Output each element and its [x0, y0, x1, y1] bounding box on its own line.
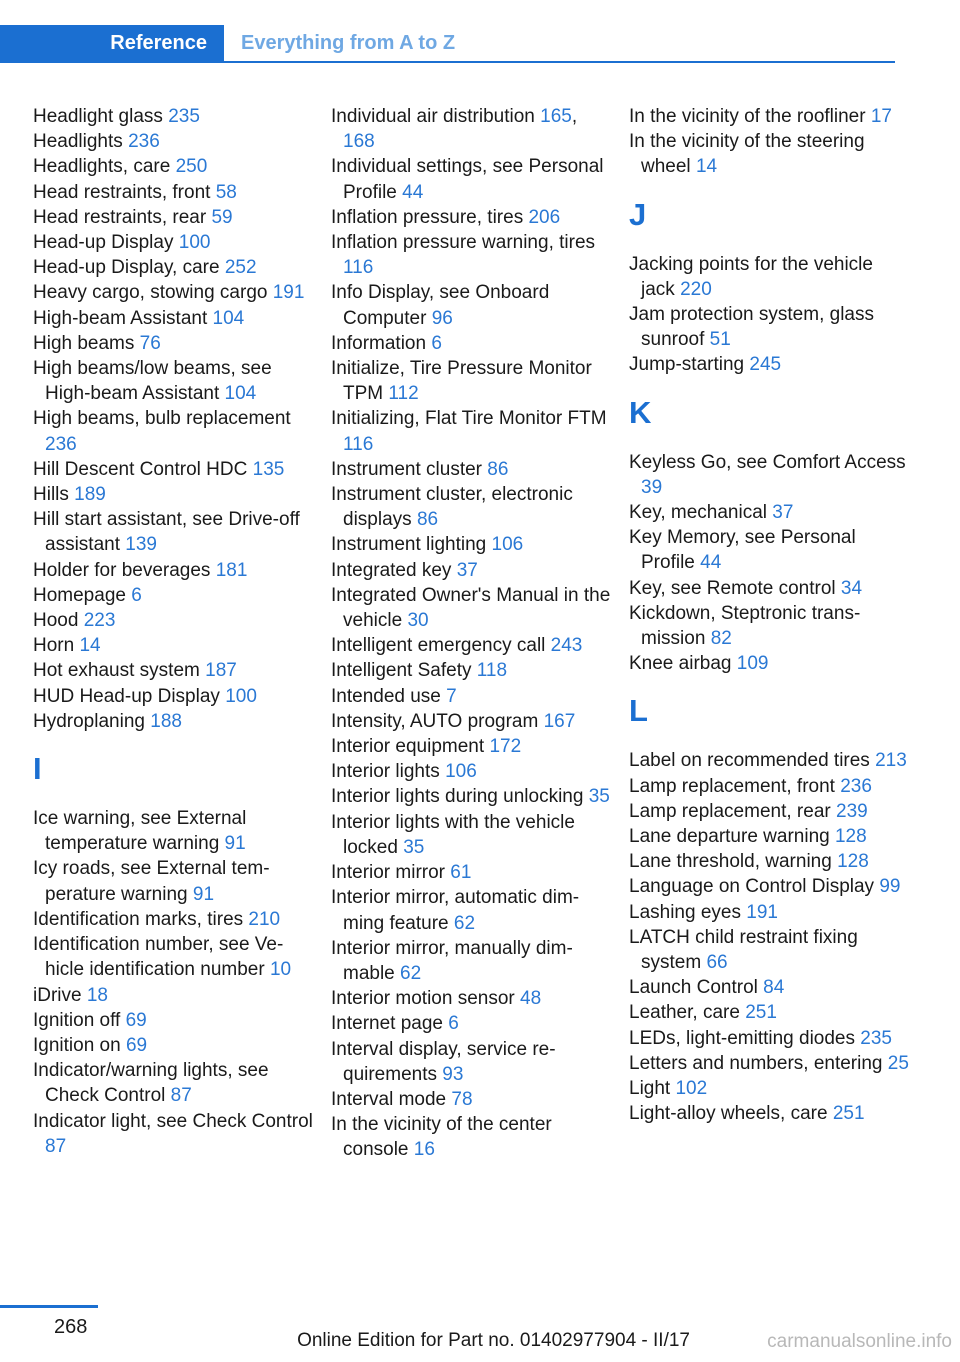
index-term: Info Display, see Onboard Computer: [331, 282, 550, 329]
page-link[interactable]: 245: [749, 354, 782, 376]
page-link[interactable]: 30: [407, 610, 429, 632]
index-term: High beams/low beams, see High-beam Assistant: [33, 358, 272, 405]
page-link[interactable]: 250: [175, 156, 208, 178]
index-entry: [33, 280, 313, 305]
page-link[interactable]: 25: [887, 1052, 909, 1074]
index-entry: [331, 558, 611, 583]
page-link[interactable]: 10: [269, 959, 292, 981]
index-term: Label on recommended tires: [629, 750, 870, 772]
index-entry: [33, 608, 313, 633]
page-link[interactable]: 100: [225, 685, 257, 707]
index-term: Hills: [33, 484, 69, 506]
page-link[interactable]: 236: [128, 131, 160, 153]
index-entry: [33, 709, 313, 734]
page-link[interactable]: 252: [224, 257, 257, 279]
page-link[interactable]: 100: [178, 232, 211, 254]
index-entry: [33, 180, 313, 205]
page-number: 268: [54, 1316, 88, 1338]
index-entry: [331, 936, 611, 986]
page-link[interactable]: 62: [453, 912, 476, 934]
index-entry: [629, 252, 909, 302]
index-term: Information: [331, 332, 427, 354]
page-link[interactable]: 87: [170, 1085, 192, 1107]
index-term: Instrument cluster: [331, 458, 482, 480]
index-entry: [33, 1008, 313, 1033]
index-entry: [331, 810, 611, 860]
page-link[interactable]: 128: [834, 826, 867, 848]
index-entry: [331, 1037, 611, 1087]
index-entry: Individual air distribution 165, 168: [331, 106, 578, 153]
index-term: Jam protection system, glass sunroof: [629, 304, 874, 351]
page-link[interactable]: 243: [550, 635, 583, 657]
index-term: Language on Control Display: [629, 876, 875, 898]
page-link[interactable]: 189: [74, 484, 106, 506]
index-term: In the vicinity of the roofliner: [629, 106, 866, 127]
index-term: Interval display, service requirements: [331, 1038, 556, 1085]
index-entry: [629, 900, 909, 925]
index-term: Indicator/warning lights, see Check Control: [33, 1060, 269, 1107]
page-link[interactable]: 213: [875, 750, 907, 772]
index-term: Headlight glass: [33, 106, 163, 127]
page-link[interactable]: 135: [252, 458, 285, 480]
page-link[interactable]: 167: [543, 710, 576, 732]
index-term: HUD Head-up Display: [33, 685, 220, 707]
page-link[interactable]: 78: [451, 1088, 473, 1110]
index-term: Leather, care: [629, 1002, 740, 1024]
index-term: Key, mechanical: [629, 502, 767, 524]
index-entry: [33, 507, 313, 557]
page-link[interactable]: 35: [403, 836, 425, 858]
page-link[interactable]: 17: [870, 106, 892, 127]
index-entry: [331, 406, 611, 456]
index-entry: [331, 331, 611, 356]
section-letter: I: [33, 751, 42, 787]
page-link[interactable]: 16: [413, 1139, 435, 1161]
index-term: Letters and numbers, entering: [629, 1052, 883, 1074]
index-entry: [331, 633, 611, 658]
page-link[interactable]: 109: [736, 653, 769, 675]
index-term: Internet page: [331, 1013, 443, 1035]
page-link[interactable]: 66: [706, 952, 728, 974]
index-term: Head restraints, rear: [33, 206, 207, 228]
section-header: [0, 25, 895, 63]
index-entry: [629, 824, 909, 849]
page-link[interactable]: 35: [588, 786, 610, 808]
page-link[interactable]: 7: [446, 685, 457, 707]
section-letter: J: [629, 196, 647, 232]
index-term: Identification number, see Vehicle identification number: [33, 934, 284, 981]
page-link[interactable]: 51: [709, 329, 731, 351]
index-entry: [33, 1033, 313, 1058]
index-entry: [331, 1011, 611, 1036]
index-term: Headlights: [33, 131, 123, 153]
page-link[interactable]: 93: [442, 1063, 464, 1085]
index-term: Initialize, Tire Pressure Monitor TPM: [331, 358, 592, 405]
page-link[interactable]: 187: [205, 660, 237, 682]
index-entry: [629, 774, 909, 799]
index-entry: [331, 457, 611, 482]
index-term: Ice warning, see External temperature warning: [33, 808, 247, 855]
index-term: Interior lights: [331, 761, 440, 783]
page-link[interactable]: 236: [45, 433, 77, 455]
tab-reference[interactable]: Reference: [0, 25, 224, 61]
page-link[interactable]: 14: [695, 156, 718, 178]
page-link[interactable]: 223: [83, 610, 116, 632]
index-term: Interior lights with the vehicle locked: [331, 811, 575, 858]
edition-note: Online Edition for Part no. 01402977904 - II/17: [297, 1330, 690, 1351]
page-link[interactable]: 191: [746, 901, 778, 923]
page-link[interactable]: 206: [528, 206, 561, 228]
index-term: Hill Descent Control HDC: [33, 458, 248, 480]
index-term: Intelligent emergency call: [331, 635, 546, 657]
page-link[interactable]: 116: [343, 433, 374, 455]
index-term: Light-alloy wheels, care: [629, 1103, 828, 1125]
index-term: Instrument lighting: [331, 534, 487, 556]
section-letter: K: [629, 394, 652, 430]
index-entry: [33, 255, 313, 280]
index-entry: [331, 759, 611, 784]
index-entry: [629, 450, 909, 500]
index-entry: [629, 1026, 909, 1051]
index-entry: [33, 331, 313, 356]
index-entry: [629, 1051, 909, 1076]
index-entry: [33, 633, 313, 658]
page-link[interactable]: 91: [224, 833, 246, 855]
index-term: Individual air distribution: [331, 106, 535, 127]
index-entry: [33, 406, 313, 456]
index-term: Interior motion sensor: [331, 988, 515, 1010]
index-entry: [629, 975, 909, 1000]
page-link[interactable]: 106: [491, 534, 524, 556]
index-term: Heavy cargo, stowing cargo: [33, 282, 268, 304]
page-link[interactable]: 39: [641, 476, 663, 498]
page-link[interactable]: 104: [224, 383, 257, 405]
index-entry: [331, 1112, 611, 1162]
index-entry: [33, 457, 313, 482]
index-term: Kickdown, Steptronic transmission: [629, 602, 861, 650]
index-entry: [331, 784, 611, 809]
index-entry: [33, 306, 313, 331]
index-term: Inflation pressure, tires: [331, 206, 524, 228]
page-link[interactable]: 251: [745, 1002, 777, 1024]
index-entry: [331, 658, 611, 683]
page-link[interactable]: 168: [343, 131, 375, 153]
page-link[interactable]: 69: [125, 1009, 147, 1031]
page-link[interactable]: 86: [487, 458, 509, 480]
index-term: Hood: [33, 610, 79, 632]
index-term: Launch Control: [629, 977, 758, 999]
page-link[interactable]: 181: [215, 559, 248, 581]
index-entry: [33, 230, 313, 255]
index-term: In the vicinity of the steering wheel: [629, 131, 865, 178]
index-entry: [33, 356, 313, 406]
index-entry: [629, 525, 909, 575]
index-entry: [33, 205, 313, 230]
index-term: Initializing, Flat Tire Monitor FTM: [331, 408, 607, 430]
page-link[interactable]: 82: [710, 628, 732, 650]
index-entry: [629, 302, 909, 352]
index-column-2: [331, 104, 611, 1163]
index-term: Intended use: [331, 685, 441, 707]
index-entry: [331, 709, 611, 734]
index-entry: [33, 806, 313, 856]
index-entry: [331, 532, 611, 557]
page-link[interactable]: 235: [168, 106, 200, 127]
index-entry: [331, 860, 611, 885]
page-link[interactable]: 6: [448, 1013, 459, 1035]
index-entry: [629, 601, 909, 651]
index-entry: [629, 1076, 909, 1101]
page-link[interactable]: 251: [832, 1103, 865, 1125]
index-entry: [33, 558, 313, 583]
index-entry: [629, 651, 909, 676]
index-entry: [33, 1109, 313, 1159]
page-link[interactable]: 62: [400, 962, 422, 984]
index-term: Hydroplaning: [33, 710, 145, 732]
page-link[interactable]: 6: [431, 332, 442, 354]
page-link[interactable]: 220: [680, 278, 712, 300]
index-entry: [629, 576, 909, 601]
index-term: Interior mirror: [331, 862, 446, 884]
index-term: Head restraints, front: [33, 181, 211, 203]
index-term: Lamp replacement, front: [629, 775, 835, 797]
index-entry: [331, 356, 611, 406]
index-term: Jacking points for the vehicle jack: [629, 253, 873, 300]
page-link[interactable]: 106: [445, 761, 477, 783]
page-link[interactable]: 14: [79, 635, 101, 657]
section-letter: L: [629, 693, 648, 729]
index-entry: [629, 104, 909, 129]
index-entry: [629, 849, 909, 874]
page-link[interactable]: 210: [248, 908, 281, 930]
index-entry: [629, 129, 909, 179]
index-term: iDrive: [33, 984, 82, 1006]
index-entry: [629, 925, 909, 975]
index-entry: [331, 205, 611, 230]
index-term: Intensity, AUTO program: [331, 710, 539, 732]
index-entry: [331, 583, 611, 633]
index-term: Interval mode: [331, 1088, 447, 1110]
page-link[interactable]: 239: [836, 800, 868, 822]
page-link[interactable]: 37: [772, 502, 794, 524]
page-link[interactable]: 235: [860, 1027, 892, 1049]
index-term: Integrated key: [331, 559, 452, 581]
index-term: Individual settings, see Personal Profile: [331, 156, 604, 203]
page-link[interactable]: 172: [489, 736, 522, 758]
index-term: Interior equipment: [331, 736, 485, 758]
index-term: High-beam Assistant: [33, 307, 208, 329]
index-term: Interior mirror, automatic dimming feature: [331, 887, 580, 934]
page-link[interactable]: 236: [840, 775, 872, 797]
index-entry: [33, 154, 313, 179]
index-entry: [629, 352, 909, 377]
index-entry: [629, 874, 909, 899]
index-term: Lamp replacement, rear: [629, 800, 831, 822]
index-entry: [331, 230, 611, 280]
index-term: Identification marks, tires: [33, 908, 244, 930]
page-link[interactable]: 84: [763, 977, 785, 999]
index-entry: [33, 482, 313, 507]
footer-divider: [0, 1305, 98, 1308]
index-term: Knee airbag: [629, 653, 732, 675]
index-term: Ignition on: [33, 1034, 121, 1056]
index-term: Hill start assistant, see Drive-off assistant: [33, 509, 300, 556]
index-term: Ignition off: [33, 1009, 121, 1031]
index-term: Interior mirror, manually dimmable: [331, 937, 573, 984]
index-entry: [331, 1087, 611, 1112]
index-entry: [331, 154, 611, 204]
index-entry: [33, 856, 313, 906]
page-link[interactable]: 96: [431, 307, 453, 329]
index-term: In the vicinity of the center console: [331, 1114, 552, 1161]
index-column-1: [33, 104, 313, 1159]
index-term: Key Memory, see Personal Profile: [629, 527, 856, 574]
index-term: Lashing eyes: [629, 901, 741, 923]
page-link[interactable]: 87: [45, 1135, 67, 1157]
index-entry: [33, 1058, 313, 1108]
page-link[interactable]: 91: [192, 883, 215, 905]
page-link[interactable]: 139: [125, 534, 157, 556]
page-link[interactable]: 48: [520, 988, 542, 1010]
page-link[interactable]: 86: [416, 509, 439, 531]
page-link[interactable]: 18: [86, 984, 108, 1006]
page-link[interactable]: 112: [388, 383, 419, 405]
index-term: Homepage: [33, 584, 126, 606]
index-entry: [33, 684, 313, 709]
page-link[interactable]: 6: [131, 584, 142, 606]
index-column-3: [629, 104, 909, 1127]
index-term: Headlights, care: [33, 156, 171, 178]
index-term: Head-up Display, care: [33, 257, 220, 279]
index-term: LEDs, light-emitting diodes: [629, 1027, 855, 1049]
index-term: Lane departure warning: [629, 826, 830, 848]
page-link[interactable]: 44: [402, 181, 424, 203]
page-link[interactable]: 61: [450, 862, 472, 884]
tab-everything-a-to-z[interactable]: Everything from A to Z: [241, 31, 456, 54]
page-link[interactable]: 44: [700, 552, 722, 574]
index-term: Head-up Display: [33, 232, 174, 254]
page-link[interactable]: 165: [540, 106, 572, 127]
index-term: Jump-starting: [629, 354, 745, 376]
index-term: Lane threshold, warning: [629, 851, 832, 873]
page-link[interactable]: 34: [840, 577, 863, 599]
page-link[interactable]: 69: [125, 1034, 148, 1056]
page-link[interactable]: 99: [879, 876, 901, 898]
index-entry: [33, 129, 313, 154]
page-link[interactable]: 118: [476, 660, 508, 682]
index-term: Holder for beverages: [33, 559, 211, 581]
index-term: Icy roads, see External temperature warning: [33, 858, 270, 905]
index-term: High beams, bulb replacement: [33, 408, 291, 430]
page-link[interactable]: 128: [837, 851, 869, 873]
index-term: Keyless Go, see Comfort Access: [629, 451, 906, 473]
page-link[interactable]: 59: [211, 206, 233, 228]
index-entry: [331, 885, 611, 935]
index-entry: [629, 1101, 909, 1126]
index-entry: [33, 583, 313, 608]
index-entry: [33, 658, 313, 683]
page-link[interactable]: 188: [150, 710, 182, 732]
index-entry: [331, 734, 611, 759]
index-entry: [33, 907, 313, 932]
index-term: High beams: [33, 332, 135, 354]
index-entry: [331, 986, 611, 1011]
index-term: Indicator light, see Check Control: [33, 1110, 313, 1132]
index-entry: [33, 932, 313, 982]
page-link[interactable]: 37: [456, 559, 478, 581]
index-term: Interior lights during unlocking: [331, 786, 584, 808]
page-link[interactable]: 102: [675, 1078, 708, 1100]
index-term: Light: [629, 1078, 671, 1100]
index-entry: [33, 983, 313, 1008]
index-entry: [33, 104, 313, 129]
index-entry: [331, 482, 611, 532]
index-entry: [629, 500, 909, 525]
watermark-logo: carmanualsonline.info: [767, 1331, 952, 1352]
index-term: Instrument cluster, electronic displays: [331, 484, 573, 531]
page-link[interactable]: 104: [212, 307, 245, 329]
index-entry: [331, 280, 611, 330]
page-link[interactable]: 58: [215, 181, 237, 203]
index-entry: [331, 684, 611, 709]
index-term: Key, see Remote control: [629, 577, 836, 599]
index-entry: [629, 748, 909, 773]
page-link[interactable]: 76: [139, 332, 161, 354]
index-term: Inflation pressure warning, tires: [331, 232, 596, 254]
index-term: LATCH child restraint fixing system: [629, 926, 858, 974]
index-term: Horn: [33, 635, 75, 657]
index-term: Intelligent Safety: [331, 660, 472, 682]
index-term: Integrated Owner's Manual in the vehicle: [331, 584, 611, 632]
page-link[interactable]: 191: [272, 282, 305, 304]
index-entry: [629, 1000, 909, 1025]
index-term: Hot exhaust system: [33, 660, 200, 682]
page-link[interactable]: 116: [343, 257, 374, 279]
index-entry: [629, 799, 909, 824]
